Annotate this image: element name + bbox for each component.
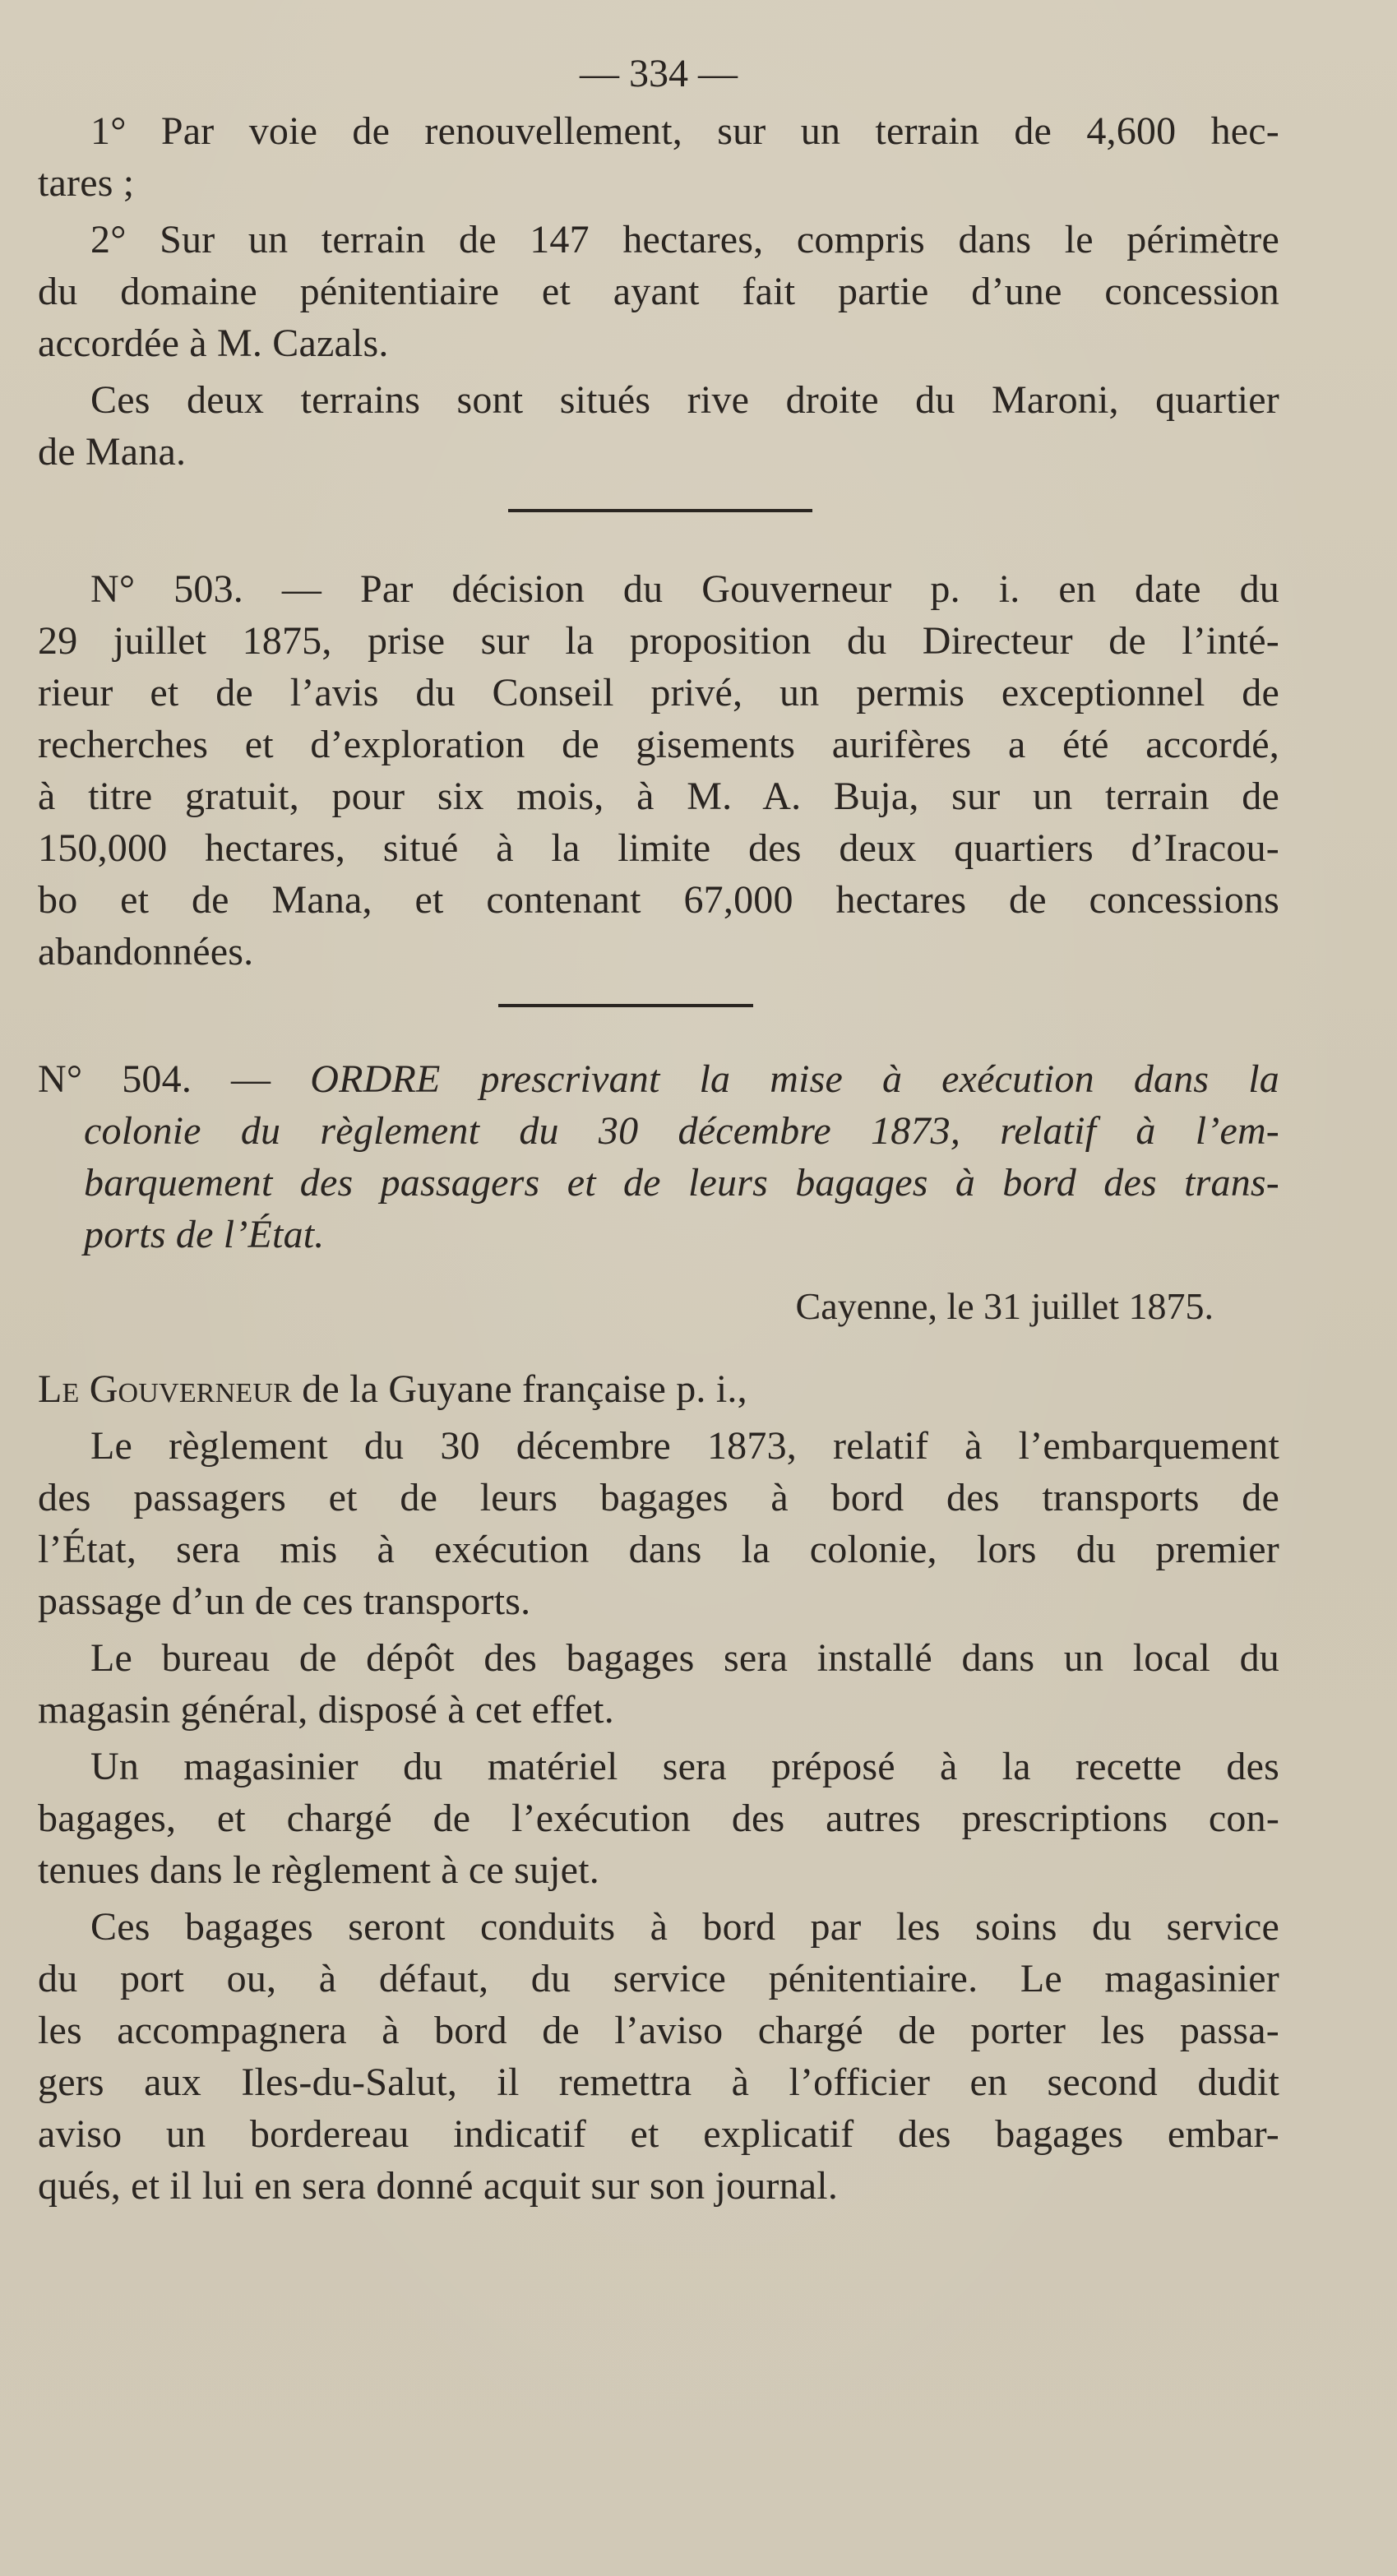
text-line: 2° Sur un terrain de 147 hectares, compris dans le périmètre — [90, 218, 1279, 261]
gouverneur-line — [38, 1363, 1288, 1415]
text-line: l’État, sera mis à exécution dans la colonie, lors du premier — [38, 1528, 1279, 1571]
text-line: bo et de Mana, et contenant 67,000 hectares de concessions — [38, 878, 1279, 922]
text-line: qués, et il lui en sera donné acquit sur son journal. — [38, 2164, 839, 2208]
text-line: 29 juillet 1875, prise sur la proposition du Directeur de l’inté- — [38, 619, 1279, 663]
text-line: du domaine pénitentiaire et ayant fait partie d’une concession — [38, 270, 1279, 313]
text-line: abandonnées. — [38, 930, 254, 974]
paragraph-item-2 — [38, 214, 1288, 369]
section-divider — [498, 1004, 753, 1007]
text-line: du port ou, à défaut, du service pénitentiaire. Le magasinier — [38, 1957, 1279, 2000]
order-article-1 — [38, 1420, 1288, 1627]
text-line: de Mana. — [38, 430, 187, 474]
page-number: — 334 — — [580, 52, 738, 95]
text-line: gers aux Iles-du-Salut, il remettra à l’officier en second dudit — [38, 2060, 1279, 2104]
order-article-4 — [38, 1901, 1288, 2212]
text-line: les accompagnera à bord de l’aviso chargé de porter les passa- — [38, 2009, 1279, 2052]
text-line: accordée à M. Cazals. — [38, 321, 389, 365]
text-line: recherches et d’exploration de gisements aurifères a été accordé, — [38, 723, 1279, 766]
gouverneur-title: Le Gouverneur — [38, 1367, 293, 1411]
decision-503 — [38, 563, 1288, 978]
text-line: rieur et de l’avis du Conseil privé, un permis exceptionnel de — [38, 671, 1279, 715]
paragraph-item-1 — [38, 105, 1288, 209]
paragraph-location — [38, 374, 1288, 478]
text-line: 150,000 hectares, situé à la limite des deux quartiers d’Iracou- — [38, 826, 1279, 870]
text-line: Un magasinier du matériel sera préposé à la recette des — [90, 1745, 1279, 1788]
text-line: à titre gratuit, pour six mois, à M. A. Buja, sur un terrain de — [38, 775, 1279, 818]
section-divider — [508, 509, 812, 512]
text-line: 1° Par voie de renouvellement, sur un terrain de 4,600 hec- — [90, 109, 1279, 153]
order-504-heading — [38, 1053, 1288, 1260]
text-line: ports de l’État. — [84, 1213, 325, 1256]
dateline: Cayenne, le 31 juillet 1875. — [795, 1285, 1214, 1327]
text-line: Ces bagages seront conduits à bord par les soins du service — [90, 1905, 1279, 1949]
text-line: colonie du règlement du 30 décembre 1873, relatif à l’em- — [84, 1109, 1279, 1153]
text-line: tares ; — [38, 161, 135, 205]
text-line — [38, 1053, 1279, 1105]
page-content — [38, 48, 1288, 2212]
order-title-start: ORDRE prescrivant la mise à exécution dans la — [310, 1057, 1280, 1101]
gouverneur-rest: de la Guyane française p. i., — [292, 1367, 747, 1411]
text-line: N° 503. — Par décision du Gouverneur p. i. en date du — [90, 567, 1279, 611]
text-line: bagages, et chargé de l’exécution des autres prescriptions con- — [38, 1797, 1279, 1840]
order-article-3 — [38, 1741, 1288, 1896]
text-line: Le règlement du 30 décembre 1873, relatif à l’embarquement — [90, 1424, 1279, 1468]
text-line: passage d’un de ces transports. — [38, 1579, 531, 1623]
order-number: N° 504. — — [38, 1057, 311, 1101]
text-line: tenues dans le règlement à ce sujet. — [38, 1848, 599, 1892]
text-line: des passagers et de leurs bagages à bord des transports de — [38, 1476, 1279, 1519]
text-line: Ces deux terrains sont situés rive droite du Maroni, quartier — [90, 378, 1279, 422]
text-line: aviso un bordereau indicatif et explicatif des bagages embar- — [38, 2112, 1279, 2156]
text-line: Le bureau de dépôt des bagages sera installé dans un local du — [90, 1636, 1279, 1680]
text-line: magasin général, disposé à cet effet. — [38, 1688, 614, 1732]
order-article-2 — [38, 1632, 1288, 1736]
text-line: barquement des passagers et de leurs bagages à bord des trans- — [84, 1161, 1279, 1205]
